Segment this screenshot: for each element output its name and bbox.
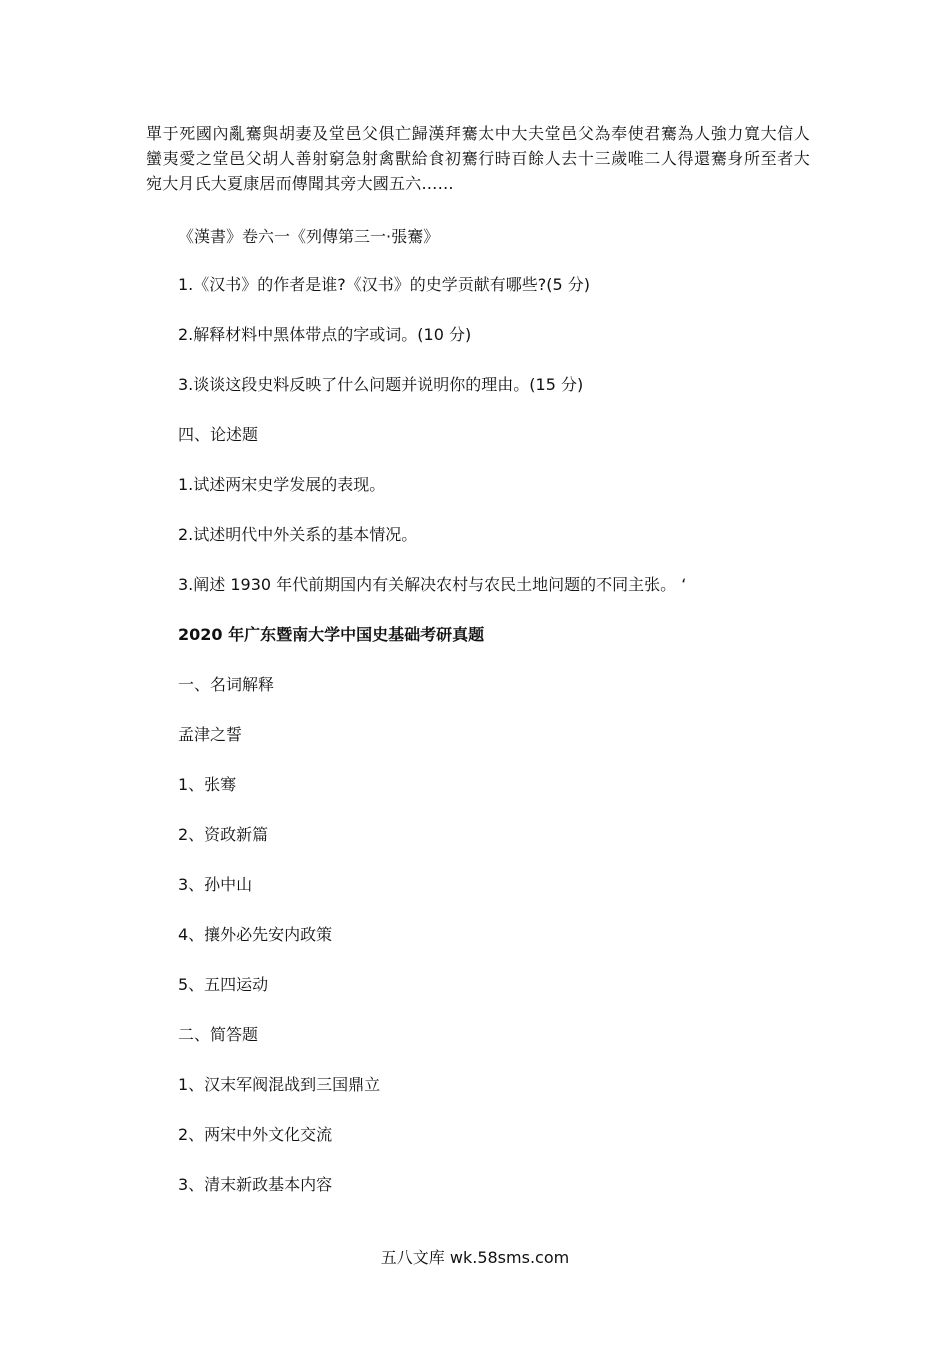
essay-question-1: 1.试述两宋史学发展的表现。: [178, 475, 386, 494]
page-footer: 五八文库 wk.58sms.com: [380, 1248, 570, 1267]
short-answer-item: 2、两宋中外文化交流: [178, 1125, 333, 1144]
part-2-heading: 二、简答题: [178, 1025, 259, 1044]
exam-title: 2020 年广东暨南大学中国史基础考研真题: [178, 625, 485, 644]
question-2: 2.解释材料中黑体带点的字或词。(10 分): [178, 325, 472, 344]
passage-source: 《漢書》卷六一《列傳第三一·張騫》: [178, 227, 440, 246]
classical-passage: 單于死國內亂騫與胡妻及堂邑父俱亡歸漢拜騫太中大夫堂邑父為奉使君騫為人強力寬大信人蠻夷愛之堂邑父胡人善射窮急射禽獸給食初騫行時百餘人去十三歲唯二人得還騫身所至者大宛大月氏大夏康居而傳聞其旁大國五六……: [146, 124, 810, 193]
section-4-heading: 四、论述题: [178, 425, 259, 444]
question-3: 3.谈谈这段史料反映了什么问题并说明你的理由。(15 分): [178, 375, 584, 394]
question-1: 1.《汉书》的作者是谁?《汉书》的史学贡献有哪些?(5 分): [178, 275, 591, 294]
term-item: 1、张骞: [178, 775, 237, 794]
essay-question-3: 3.阐述 1930 年代前期国内有关解决农村与农民土地问题的不同主张。 ‘: [178, 575, 687, 594]
term-item: 2、资政新篇: [178, 825, 269, 844]
part-1-heading: 一、名词解释: [178, 675, 275, 694]
short-answer-item: 3、清末新政基本内容: [178, 1175, 333, 1194]
term-item: 5、五四运动: [178, 975, 269, 994]
term-item: 4、攘外必先安内政策: [178, 925, 333, 944]
term-item: 孟津之誓: [178, 725, 243, 744]
essay-question-2: 2.试述明代中外关系的基本情况。: [178, 525, 418, 544]
short-answer-item: 1、汉末军阀混战到三国鼎立: [178, 1075, 381, 1094]
term-item: 3、孙中山: [178, 875, 253, 894]
